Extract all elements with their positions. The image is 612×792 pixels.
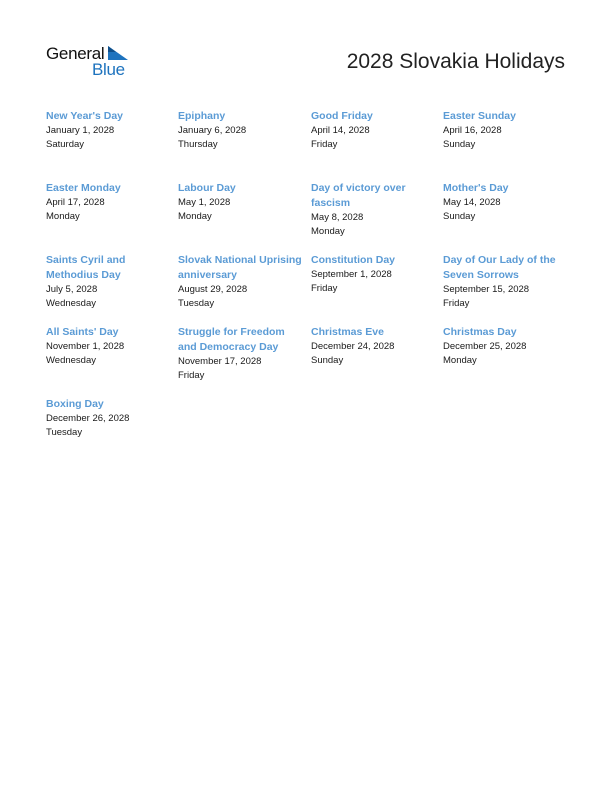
holiday-row	[46, 109, 576, 181]
holiday-entry	[178, 325, 303, 383]
holiday-entry	[311, 109, 436, 152]
holiday-name: Labour Day	[178, 182, 236, 194]
holiday-name: Easter Sunday	[443, 110, 516, 122]
holiday-date: December 25, 2028	[443, 341, 527, 352]
holiday-name: Christmas Day	[443, 326, 517, 338]
holiday-name: Slovak National Uprising anniversary	[178, 254, 302, 281]
holiday-date: September 1, 2028	[311, 269, 392, 280]
generalblue-logo	[46, 44, 136, 80]
holiday-row	[46, 397, 576, 469]
holiday-name: Day of Our Lady of the Seven Sorrows	[443, 254, 556, 281]
holiday-date: May 14, 2028	[443, 197, 501, 208]
holiday-weekday: Friday	[311, 139, 338, 150]
holiday-date: May 8, 2028	[311, 212, 364, 223]
holiday-weekday: Monday	[443, 355, 477, 366]
holiday-row	[46, 181, 576, 253]
holiday-name: All Saints' Day	[46, 326, 119, 338]
holiday-weekday: Sunday	[443, 211, 476, 222]
holiday-entry	[443, 325, 568, 368]
holiday-name: Day of victory over fascism	[311, 182, 406, 209]
holiday-entry	[178, 109, 303, 152]
holiday-date: April 14, 2028	[311, 125, 370, 136]
holiday-name: Good Friday	[311, 110, 373, 122]
holiday-entry	[46, 109, 171, 152]
holiday-entry	[311, 253, 436, 296]
holiday-date: December 24, 2028	[311, 341, 395, 352]
holiday-date: August 29, 2028	[178, 284, 248, 295]
holiday-weekday: Thursday	[178, 139, 218, 150]
holiday-name: Easter Monday	[46, 182, 121, 194]
holiday-row	[46, 325, 576, 397]
holiday-name: Constitution Day	[311, 254, 395, 266]
holiday-weekday: Sunday	[311, 355, 344, 366]
holiday-weekday: Friday	[443, 298, 470, 309]
holiday-entry	[311, 181, 436, 239]
holiday-entry	[178, 181, 303, 224]
holiday-date: May 1, 2028	[178, 197, 231, 208]
holiday-entry	[46, 253, 171, 311]
holiday-weekday: Monday	[178, 211, 212, 222]
holiday-entry	[46, 397, 171, 440]
holiday-weekday: Friday	[311, 283, 338, 294]
holiday-entry	[443, 109, 568, 152]
holiday-date: December 26, 2028	[46, 413, 130, 424]
holiday-row	[46, 253, 576, 325]
holiday-date: July 5, 2028	[46, 284, 98, 295]
holiday-entry	[443, 181, 568, 224]
page-title: 2028 Slovakia Holidays	[346, 50, 565, 73]
holiday-name: Struggle for Freedom and Democracy Day	[178, 326, 285, 353]
logo-text-general: General	[46, 44, 105, 63]
holiday-date: January 6, 2028	[178, 125, 247, 136]
page-header	[0, 0, 612, 90]
holiday-weekday: Tuesday	[46, 427, 83, 438]
holiday-weekday: Saturday	[46, 139, 85, 150]
holiday-name: Christmas Eve	[311, 326, 384, 338]
holiday-date: January 1, 2028	[46, 125, 115, 136]
holiday-weekday: Wednesday	[46, 355, 96, 366]
holiday-weekday: Tuesday	[178, 298, 215, 309]
holiday-weekday: Sunday	[443, 139, 476, 150]
holiday-weekday: Wednesday	[46, 298, 96, 309]
holiday-name: Saints Cyril and Methodius Day	[46, 254, 126, 281]
holiday-entry	[311, 325, 436, 368]
holiday-entry	[46, 325, 171, 368]
logo-text-blue: Blue	[92, 60, 125, 79]
holiday-date: November 1, 2028	[46, 341, 125, 352]
holiday-date: April 17, 2028	[46, 197, 105, 208]
holiday-entry	[443, 253, 568, 311]
holiday-weekday: Friday	[178, 370, 205, 381]
holiday-name: Epiphany	[178, 110, 226, 122]
holiday-grid	[46, 109, 576, 469]
holiday-weekday: Monday	[311, 226, 345, 237]
holiday-name: New Year's Day	[46, 110, 124, 122]
holiday-entry	[46, 181, 171, 224]
holiday-name: Boxing Day	[46, 398, 104, 410]
holiday-entry	[178, 253, 303, 311]
holiday-date: September 15, 2028	[443, 284, 530, 295]
holiday-name: Mother's Day	[443, 182, 509, 194]
holiday-date: November 17, 2028	[178, 356, 262, 367]
holiday-weekday: Monday	[46, 211, 80, 222]
holiday-date: April 16, 2028	[443, 125, 502, 136]
